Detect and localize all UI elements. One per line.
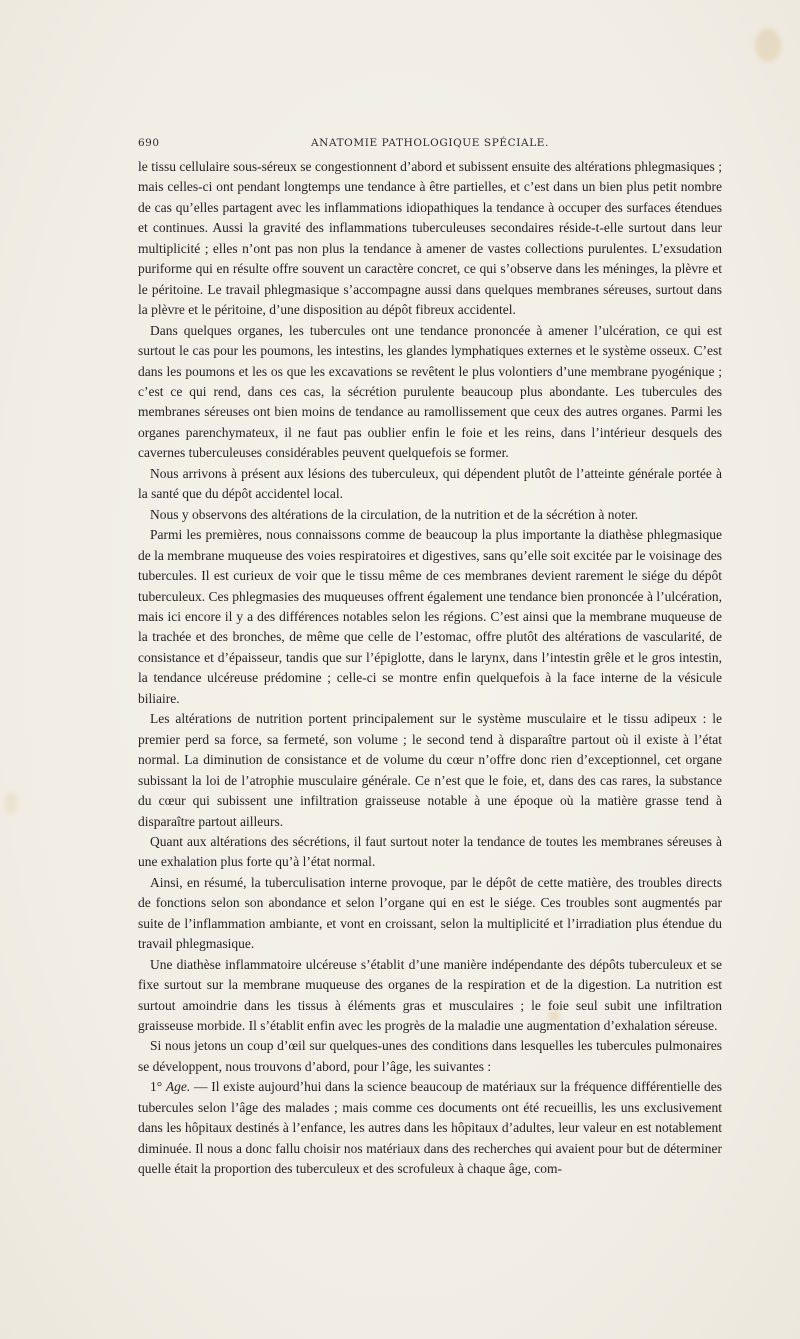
age-paragraph bbox=[138, 1077, 722, 1179]
paragraph: le tissu cellulaire sous-séreux se congestionnent d’abord et subissent ensuite des altérations phlegmasiques ; mais celles-ci ont pendant longtemps une tendance à être partielles, et c’est dans un bien plus petit nombre de cas qu’elles partagent avec les inflammations idiopathiques la tendance à occuper des surfaces étendues et continues. Aussi la gravité des inflammations tuberculeuses secondaires réside-t-elle surtout dans leur multiplicité ; elles n’ont pas non plus la tendance à amener de vastes collections purulentes. L’exsudation puriforme qui en résulte offre souvent un caractère concret, ce qui s’observe dans les méninges, la plèvre et le péritoine. Le travail phlegmasique s’accompagne aussi dans quelques membranes séreuses, surtout dans la plèvre et le péritoine, d’une disposition au dépôt fibreux accidentel. bbox=[138, 159, 722, 318]
section-heading: Age. bbox=[165, 1079, 191, 1095]
section-number: 1° bbox=[150, 1079, 163, 1095]
paragraph: Ainsi, en résumé, la tuberculisation interne provoque, par le dépôt de cette matière, des troubles directs de fonctions selon son abondance et selon l’organe qui en est le siége. Ces troubles sont augmentés par suite de l’inflammation ambiante, et vont en croissant, selon la multiplicité et l’irradiation plus étendue du travail phlegmasique. bbox=[138, 874, 722, 952]
paragraph: Les altérations de nutrition portent principalement sur le système musculaire et le tissu adipeux : le premier perd sa force, sa fermeté, son volume ; le second tend à disparaître partout où il existe à l’état normal. La diminution de consistance et de volume du cœur n’offre donc rien d’exceptionnel, cet organe subissant la loi de l’atrophie musculaire générale. Ce n’est que le foie, et, dans des cas rares, la substance du cœur qui subissent une infiltration graisseuse notable à une époque où la matière grasse tend à disparaître partout ailleurs. bbox=[138, 711, 722, 829]
paragraph: Nous y observons des altérations de la circulation, de la nutrition et de la sécrétion à noter. bbox=[150, 506, 639, 522]
paragraph: Parmi les premières, nous connaissons comme de beaucoup la plus importante la diathèse phlegmasique de la membrane muqueuse des voies respiratoires et digestives, sans qu’elle soit excitée par le voisinage des tubercules. Il est curieux de voir que le tissu même de ces membranes devient rarement le siége du dépôt tuberculeux. Ces phlegmasies des muqueuses offrent également une tendance bien prononcée à l’ulcération, mais ici encore il y a des différences notables selon les régions. C’est ainsi que la membrane muqueuse de la trachée et des bronches, de même que celle de l’estomac, offre plutôt des altérations de vascularité, de consistance et d’épaisseur, tandis que sur l’épiglotte, dans le larynx, dans l’intestin grêle et le gros intestin, la tendance ulcéreuse prédomine ; celle-ci se montre enfin quelquefois à la face interne de la vésicule biliaire. bbox=[138, 527, 722, 706]
paragraph: Dans quelques organes, les tubercules ont une tendance prononcée à amener l’ulcération, ce qui est surtout le cas pour les poumons, les intestins, les glandes lymphatiques externes et le système osseux. C’est dans les poumons et les os que les excavations se revêtent le plus volontiers d’une membrane pyogénique ; c’est ce qui rend, dans ces cas, la sécrétion purulente beaucoup plus abondante. Les tubercules des membranes séreuses ont bien moins de tendance au ramollissement que ceux des autres organes. Parmi les organes parenchymateux, il ne faut pas oublier enfin le foie et les reins, dans l’intérieur desquels des cavernes tuberculeuses considérables peuvent quelquefois se former. bbox=[138, 322, 722, 461]
page-header bbox=[138, 137, 722, 151]
section-text: — Il existe aujourd’hui dans la science beaucoup de matériaux sur la fréquence différentielle des tubercules selon l’âge des malades ; mais comme ces documents ont été recueillis, les uns exclusivement dans les hôpitaux destinés à l’enfance, les autres dans les hôpitaux d’adultes, leur valeur en est notablement diminuée. Il nous a donc fallu choisir nos matériaux dans des recherches qui avaient pour but de déterminer quelle était la proportion des tuberculeux et des scrofuleux à chaque âge, com- bbox=[138, 1079, 722, 1177]
body-text bbox=[138, 157, 722, 1180]
paragraph: Nous arrivons à présent aux lésions des tuberculeux, qui dépendent plutôt de l’atteinte générale portée à la santé que du dépôt accidentel local. bbox=[138, 465, 722, 502]
page-number: 690 bbox=[138, 137, 160, 149]
paper-stain bbox=[755, 28, 781, 62]
paragraph: Si nous jetons un coup d’œil sur quelques-unes des conditions dans lesquelles les tubercules pulmonaires se développent, nous trouvons d’abord, pour l’âge, les suivantes : bbox=[138, 1038, 722, 1074]
paper-stain bbox=[4, 792, 18, 814]
running-title: ANATOMIE PATHOLOGIQUE SPÉCIALE. bbox=[310, 137, 549, 149]
paragraph: Une diathèse inflammatoire ulcéreuse s’établit d’une manière indépendante des dépôts tuberculeux et se fixe surtout sur la membrane muqueuse des organes de la respiration et de la digestion. La nutrition est surtout amoindrie dans les tissus à éléments gras et musculaires ; le foie seul subit une infiltration graisseuse morbide. Il s’établit enfin avec les progrès de la maladie une augmentation d’exhalation séreuse. bbox=[138, 956, 722, 1034]
paragraph: Quant aux altérations des sécrétions, il faut surtout noter la tendance de toutes les membranes séreuses à une exhalation plus forte qu’à l’état normal. bbox=[138, 833, 722, 870]
